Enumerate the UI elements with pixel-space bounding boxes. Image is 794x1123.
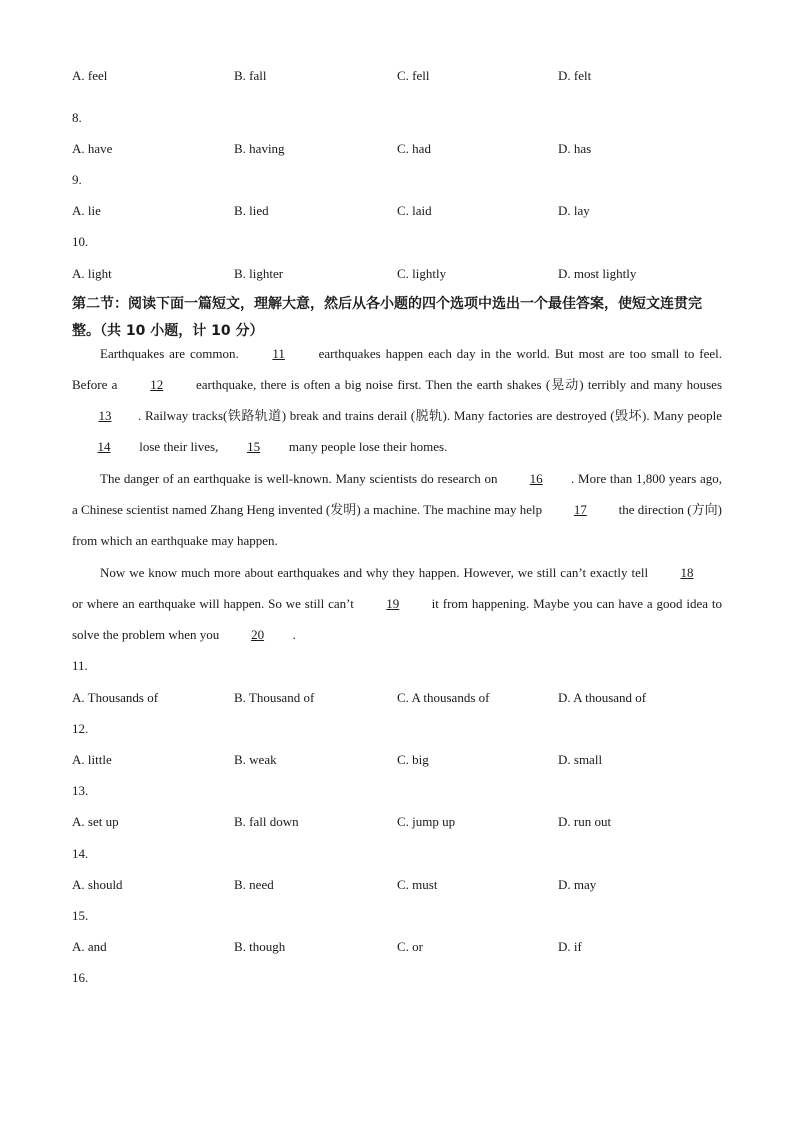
question-14-number [72, 844, 722, 864]
option-b[interactable]: B. lied [234, 203, 269, 218]
option-a[interactable]: A. set up [72, 814, 119, 829]
option-c[interactable]: C. jump up [397, 814, 456, 829]
question-number: 10. [72, 234, 89, 249]
option-a[interactable]: A. should [72, 877, 123, 892]
passage-text: or where an earthquake will happen. So we still can’t [72, 596, 358, 611]
option-d[interactable]: D. run out [558, 814, 612, 829]
blank-16: 16 [529, 471, 543, 486]
blank-17: 17 [573, 502, 587, 517]
option-d[interactable]: D. felt [558, 68, 592, 83]
option-c[interactable]: C. lightly [397, 266, 447, 281]
option-b[interactable]: B. having [234, 141, 285, 156]
question-number: 16. [72, 970, 89, 985]
option-a[interactable]: A. Thousands of [72, 690, 159, 705]
question-11-options [72, 688, 722, 708]
option-d[interactable]: D. may [558, 877, 597, 892]
blank-20: 20 [251, 627, 265, 642]
blank-12: 12 [150, 377, 164, 392]
option-b[interactable]: B. need [234, 877, 274, 892]
passage-text: earthquake, there is often a big noise first. Then the earth shakes (晃动) terribly and many houses [191, 377, 722, 392]
blank-18: 18 [680, 565, 694, 580]
option-d[interactable]: D. lay [558, 203, 590, 218]
question-7-options [72, 66, 722, 86]
passage-text: it from happening. Maybe you can have a good idea to solve the problem when you [72, 596, 722, 642]
passage-text: Now we know much more about earthquakes and why they happen. However, we still can’t exactly tell [100, 565, 652, 580]
option-a[interactable]: A. lie [72, 203, 101, 218]
blank-11: 11 [272, 346, 285, 361]
passage-text: . Railway tracks(铁路轨道) break and trains derail (脱轨). Many factories are destroyed (毁坏). Many people [138, 408, 722, 423]
option-c[interactable]: C. big [397, 752, 429, 767]
option-b[interactable]: B. weak [234, 752, 277, 767]
passage-text: lose their lives, [136, 439, 222, 454]
option-d[interactable]: D. has [558, 141, 592, 156]
passage-text: Earthquakes are common. [100, 346, 244, 361]
option-d[interactable]: D. small [558, 752, 603, 767]
question-number: 15. [72, 908, 89, 923]
option-c[interactable]: C. A thousands of [397, 690, 490, 705]
passage-text: The danger of an earthquake is well-known. Many scientists do research on [100, 471, 502, 486]
passage-paragraph-3 [72, 557, 722, 650]
option-a[interactable]: A. little [72, 752, 112, 767]
option-d[interactable]: D. if [558, 939, 582, 954]
question-10-number [72, 232, 722, 252]
blank-13: 13 [98, 408, 112, 423]
passage-text: the direction (方向) from which an earthquake may happen. [72, 502, 722, 548]
blank-15: 15 [247, 439, 261, 454]
question-9-number [72, 170, 722, 190]
option-c[interactable]: C. laid [397, 203, 432, 218]
option-a[interactable]: A. light [72, 266, 112, 281]
question-15-options [72, 937, 722, 957]
passage-text: . More than 1,800 years ago, a Chinese scientist named Zhang Heng invented (发明) a machine. The machine may help [72, 471, 722, 517]
option-b[interactable]: B. though [234, 939, 286, 954]
question-12-options [72, 750, 722, 770]
question-14-options [72, 875, 722, 895]
question-15-number [72, 906, 722, 926]
question-10-options [72, 264, 722, 284]
option-a[interactable]: A. and [72, 939, 107, 954]
option-c[interactable]: C. or [397, 939, 423, 954]
question-8-number [72, 108, 722, 128]
option-c[interactable]: C. had [397, 141, 431, 156]
question-number: 8. [72, 110, 82, 125]
question-number: 13. [72, 783, 89, 798]
passage-paragraph-2 [72, 463, 722, 556]
option-b[interactable]: B. fall down [234, 814, 299, 829]
option-d[interactable]: D. most lightly [558, 266, 637, 281]
option-d[interactable]: D. A thousand of [558, 690, 647, 705]
question-number: 11. [72, 658, 88, 673]
section-heading: 第二节：阅读下面一篇短文，理解大意，然后从各小题的四个选项中选出一个最佳答案，使短文连贯完整。（共 10 小题，计 10 分） [72, 296, 702, 339]
question-11-number [72, 656, 722, 676]
question-12-number [72, 719, 722, 739]
question-13-number [72, 781, 722, 801]
passage-text: earthquakes happen each day in the world. But most are too small to feel. Before a [72, 346, 722, 392]
option-c[interactable]: C. must [397, 877, 438, 892]
question-number: 14. [72, 846, 89, 861]
question-8-options [72, 139, 722, 159]
passage-text: many people lose their homes. [285, 439, 448, 454]
option-a[interactable]: A. feel [72, 68, 108, 83]
question-number: 9. [72, 172, 82, 187]
question-9-options [72, 201, 722, 221]
passage-paragraph-1 [72, 338, 722, 462]
blank-14: 14 [97, 439, 111, 454]
option-c[interactable]: C. fell [397, 68, 430, 83]
option-a[interactable]: A. have [72, 141, 113, 156]
blank-19: 19 [386, 596, 400, 611]
passage-text: . [292, 627, 296, 642]
option-b[interactable]: B. Thousand of [234, 690, 315, 705]
question-16-number [72, 968, 722, 988]
question-13-options [72, 812, 722, 832]
option-b[interactable]: B. lighter [234, 266, 284, 281]
question-number: 12. [72, 721, 89, 736]
option-b[interactable]: B. fall [234, 68, 267, 83]
